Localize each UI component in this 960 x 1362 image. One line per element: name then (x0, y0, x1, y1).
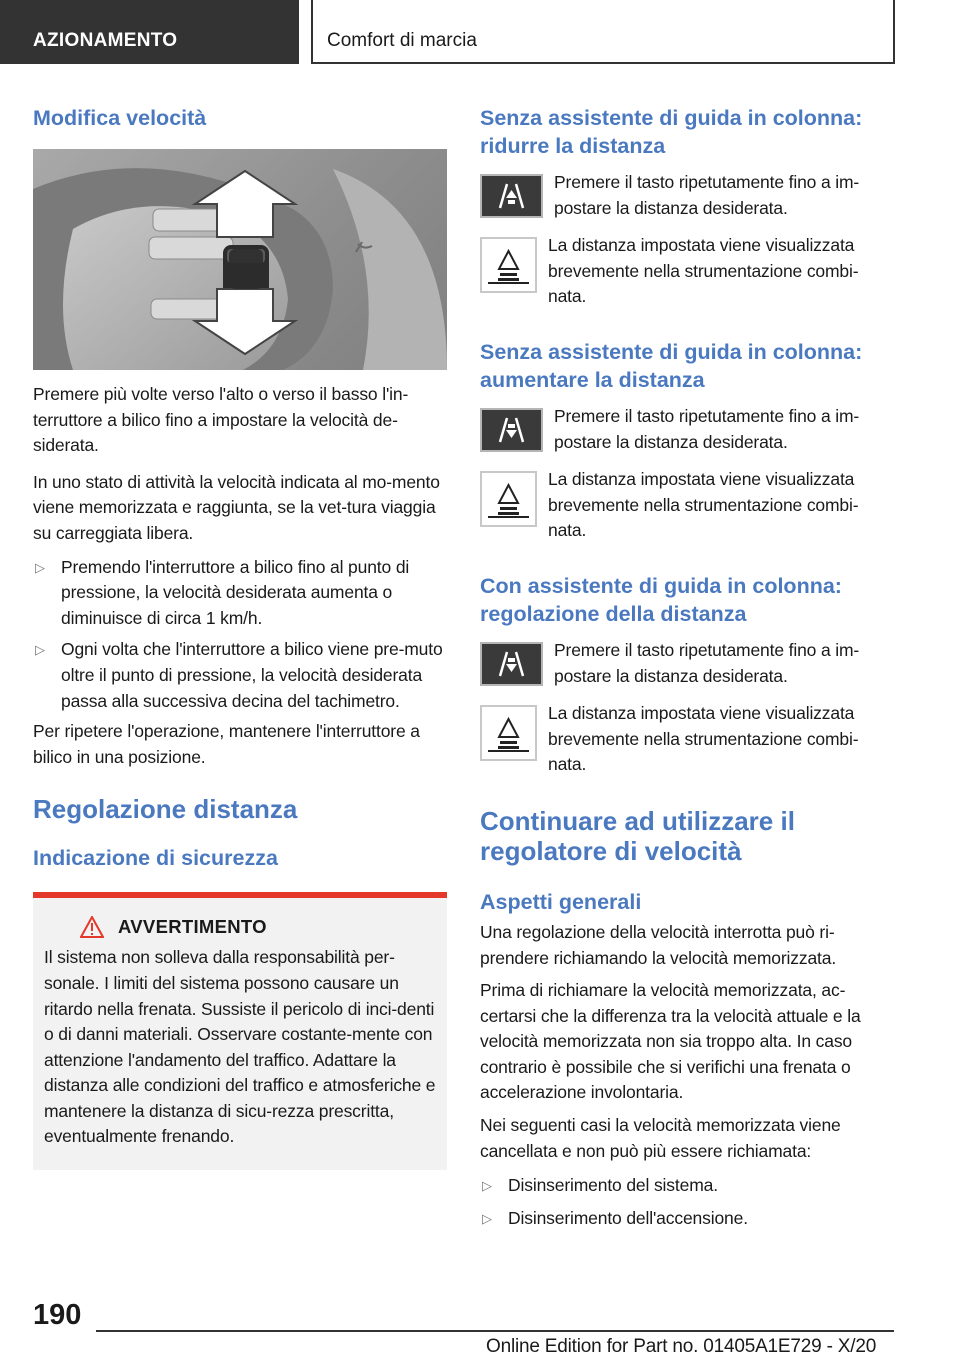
heading-safety-note: Indicazione di sicurezza (33, 846, 278, 871)
display-text: La distanza impostata viene visualizzata brevemente nella strumentazione combi-nata. (548, 703, 859, 775)
paragraph-repeat-operation: Per ripetere l'operazione, mantenere l'interruttore a bilico in una posizione. (33, 721, 420, 767)
paragraph-speed-memorized: In uno stato di attività la velocità indicata al mo-mento viene memorizzata e raggiunta, se la vet-tura viaggia su carreggiata libera. (33, 471, 440, 543)
distance-button-icon (480, 642, 543, 686)
list-item-text: Premendo l'interruttore a bilico fino al punto di pressione, la velocità desiderata aumenta o diminuisce di circa 1 km/h. (61, 556, 410, 628)
paragraph-cancel-cases: Nei seguenti casi la velocità memorizzata viene cancellata e non può più essere richiamata: (480, 1115, 841, 1161)
warning-triangle-icon (80, 916, 104, 938)
instruction-text: Premere il tasto ripetutamente fino a im-postare la distanza desiderata. (554, 172, 860, 218)
header-chapter-tab (311, 0, 895, 64)
instruction-row (480, 174, 896, 221)
header-section-label: AZIONAMENTO (33, 30, 178, 51)
heading-speed-change: Modifica velocità (33, 106, 207, 130)
heading-general-aspects: Aspetti generali (480, 889, 642, 914)
list-item (480, 1206, 896, 1232)
list-item (33, 555, 447, 632)
page-number: 190 (33, 1299, 82, 1331)
display-text: La distanza impostata viene visualizzata brevemente nella strumentazione combi-nata. (548, 469, 859, 541)
list-item-text: Disinserimento del sistema. (508, 1175, 718, 1196)
header-chapter-label: Comfort di marcia (327, 30, 477, 51)
distance-display-icon (480, 705, 537, 761)
bullet-triangle-icon: ▷ (35, 559, 45, 575)
steering-wheel-rocker-switch-image (33, 149, 447, 370)
bullet-triangle-icon: ▷ (482, 1178, 492, 1194)
instruction-row (480, 405, 896, 455)
warning-text: Il sistema non solleva dalla responsabilità per-sonale. I limiti del sistema possono causare un ritardo nella frenata. Sussiste il pericolo di inci-denti o di danni materiali. Osservare costante-mente con attenzione l'andamento del traffico. Adattare la distanza alle condizioni del traffico e atmosferiche e mantenere la distanza di sicu-rezza prescritta, eventualmente frenando. (44, 947, 436, 1147)
display-row (480, 237, 896, 310)
distance-button-icon (480, 174, 543, 218)
list-item-text: Disinserimento dell'accensione. (508, 1207, 748, 1228)
distance-display-icon (480, 237, 537, 293)
bullet-triangle-icon: ▷ (482, 1210, 492, 1226)
footer-divider (96, 1330, 894, 1332)
display-row (480, 471, 896, 544)
instruction-text: Premere il tasto ripetutamente fino a im-postare la distanza desiderata. (554, 405, 860, 452)
list-item-text: Ogni volta che l'interruttore a bilico viene pre-muto oltre il punto di pressione, la velocità desiderata passa alla successiva decina del tachimetro. (61, 639, 443, 711)
instruction-text: Premere il tasto ripetutamente fino a im-postare la distanza desiderata. (554, 639, 860, 686)
display-text: La distanza impostata viene visualizzata brevemente nella strumentazione combi-nata. (548, 235, 859, 307)
display-row (480, 705, 896, 778)
heading-distance-control: Regolazione distanza (33, 794, 298, 825)
instruction-row (480, 639, 896, 689)
bullet-triangle-icon: ▷ (35, 642, 45, 658)
steering-wheel-illustration (33, 149, 447, 370)
list-item (33, 637, 447, 714)
left-column (33, 100, 447, 1170)
heading-column-assist-distance: Con assistente di guida in colonna: regolazione della distanza (480, 573, 842, 626)
list-item (480, 1173, 896, 1199)
warning-box (33, 892, 447, 1170)
right-column (480, 100, 896, 1231)
heading-continue-cruise-control: Continuare ad utilizzare il regolatore di velocità (480, 805, 795, 866)
warning-title (80, 916, 436, 938)
paragraph-check-difference: Prima di richiamare la velocità memorizzata, ac-certarsi che la differenza tra la velocità attuale e la velocità memorizzata non sia troppo alta. In caso contrario è possibile che si verifichi una frenata o accelerazione involontaria. (480, 980, 861, 1103)
heading-reduce-distance: Senza assistente di guida in colonna: ridurre la distanza (480, 106, 863, 158)
distance-display-icon (480, 471, 537, 527)
paragraph-rocker-press: Premere più volte verso l'alto o verso il basso l'in-terruttore a bilico fino a impostare la velocità de-siderata. (33, 384, 409, 456)
warning-title-text: AVVERTIMENTO (118, 916, 267, 938)
distance-button-icon (480, 408, 543, 452)
header-section-tab (0, 0, 299, 64)
online-edition-link[interactable]: Online Edition for Part no. 01405A1E729 - X/20 (486, 1336, 877, 1357)
paragraph-resume: Una regolazione della velocità interrotta può ri-prendere richiamando la velocità memorizzata. (480, 921, 837, 968)
heading-increase-distance: Senza assistente di guida in colonna: aumentare la distanza (480, 339, 863, 392)
